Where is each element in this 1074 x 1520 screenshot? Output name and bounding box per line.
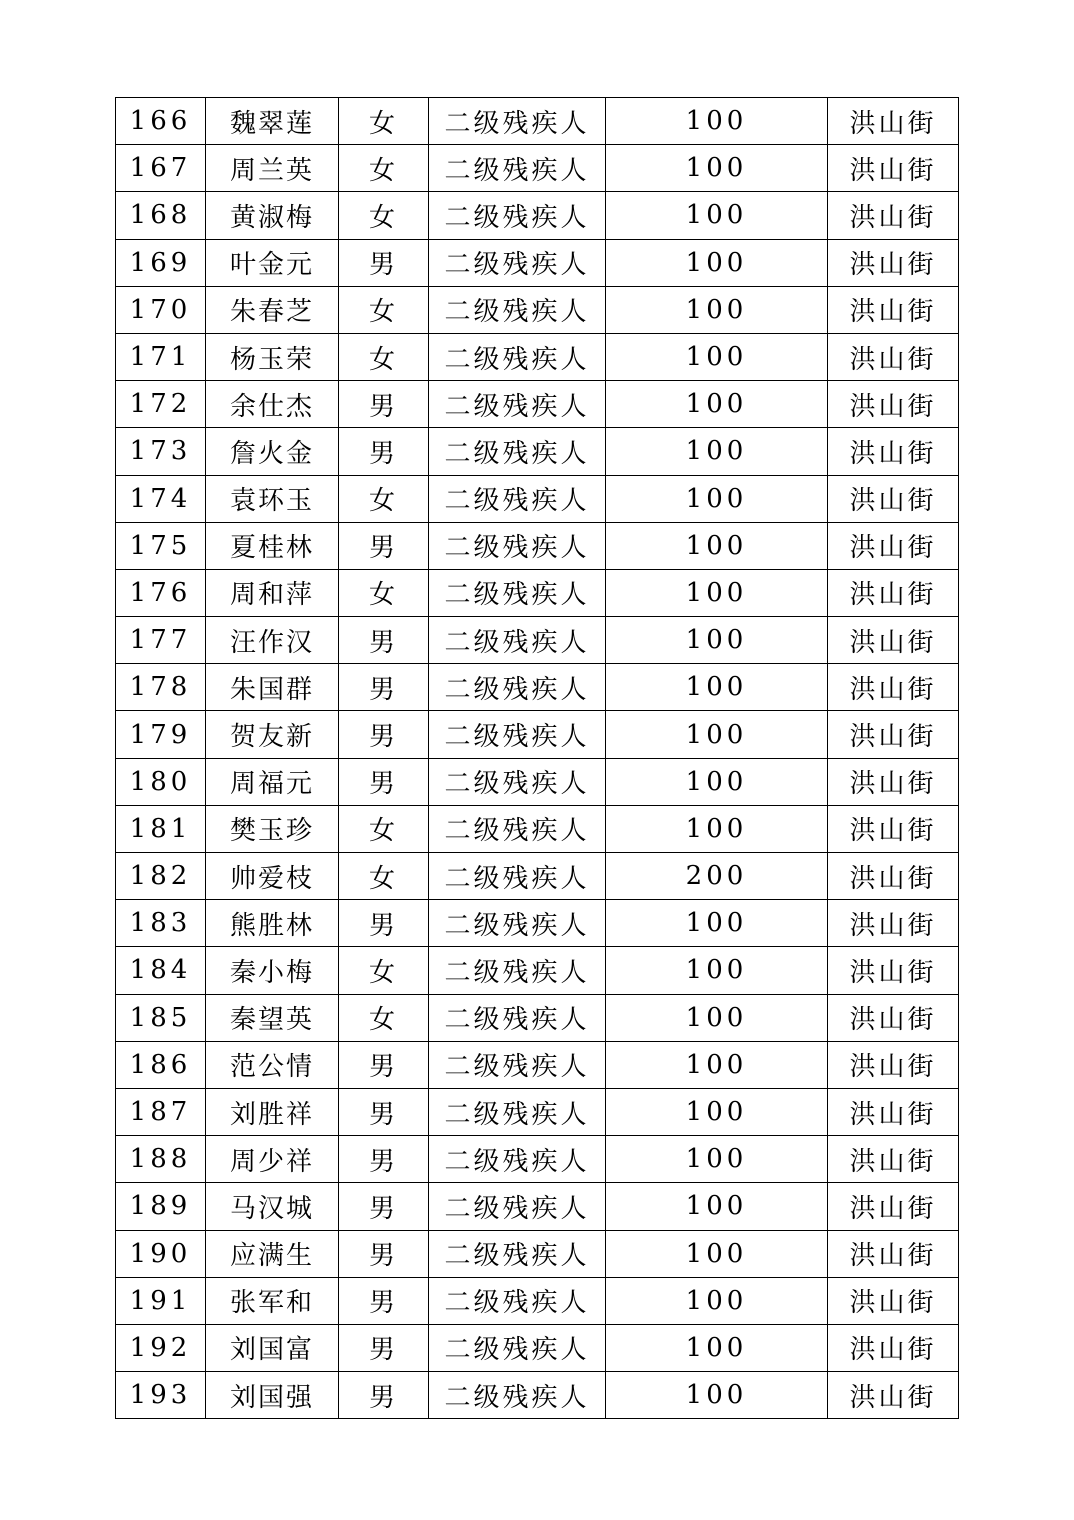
cell-amount: 100 bbox=[606, 98, 828, 145]
table-row bbox=[116, 145, 959, 192]
cell-number: 167 bbox=[116, 145, 206, 192]
table-row bbox=[116, 428, 959, 475]
cell-category: 二级残疾人 bbox=[429, 333, 606, 380]
cell-category: 二级残疾人 bbox=[429, 569, 606, 616]
cell-amount: 100 bbox=[606, 711, 828, 758]
cell-name: 汪作汉 bbox=[206, 617, 339, 664]
cell-category: 二级残疾人 bbox=[429, 522, 606, 569]
cell-area: 洪山街 bbox=[828, 758, 959, 805]
cell-number: 180 bbox=[116, 758, 206, 805]
cell-gender: 男 bbox=[339, 664, 429, 711]
cell-category: 二级残疾人 bbox=[429, 1324, 606, 1371]
table-row bbox=[116, 758, 959, 805]
cell-amount: 100 bbox=[606, 1372, 828, 1419]
cell-area: 洪山街 bbox=[828, 286, 959, 333]
cell-amount: 100 bbox=[606, 239, 828, 286]
cell-number: 192 bbox=[116, 1324, 206, 1371]
cell-gender: 男 bbox=[339, 711, 429, 758]
cell-area: 洪山街 bbox=[828, 569, 959, 616]
cell-area: 洪山街 bbox=[828, 1230, 959, 1277]
cell-name: 周和萍 bbox=[206, 569, 339, 616]
cell-amount: 100 bbox=[606, 1230, 828, 1277]
cell-name: 詹火金 bbox=[206, 428, 339, 475]
cell-number: 186 bbox=[116, 1041, 206, 1088]
cell-category: 二级残疾人 bbox=[429, 145, 606, 192]
cell-amount: 100 bbox=[606, 758, 828, 805]
cell-name: 马汉城 bbox=[206, 1183, 339, 1230]
cell-amount: 100 bbox=[606, 900, 828, 947]
cell-category: 二级残疾人 bbox=[429, 1230, 606, 1277]
cell-name: 贺友新 bbox=[206, 711, 339, 758]
cell-gender: 男 bbox=[339, 617, 429, 664]
cell-number: 191 bbox=[116, 1277, 206, 1324]
cell-gender: 男 bbox=[339, 1041, 429, 1088]
cell-number: 179 bbox=[116, 711, 206, 758]
cell-number: 189 bbox=[116, 1183, 206, 1230]
cell-gender: 女 bbox=[339, 145, 429, 192]
cell-name: 周兰英 bbox=[206, 145, 339, 192]
cell-number: 176 bbox=[116, 569, 206, 616]
table-row bbox=[116, 1324, 959, 1371]
cell-area: 洪山街 bbox=[828, 522, 959, 569]
cell-name: 刘国富 bbox=[206, 1324, 339, 1371]
cell-category: 二级残疾人 bbox=[429, 428, 606, 475]
cell-category: 二级残疾人 bbox=[429, 1041, 606, 1088]
cell-gender: 女 bbox=[339, 333, 429, 380]
cell-gender: 男 bbox=[339, 1277, 429, 1324]
table-row bbox=[116, 98, 959, 145]
table-row bbox=[116, 239, 959, 286]
cell-gender: 女 bbox=[339, 192, 429, 239]
cell-area: 洪山街 bbox=[828, 1088, 959, 1135]
cell-number: 173 bbox=[116, 428, 206, 475]
cell-area: 洪山街 bbox=[828, 145, 959, 192]
cell-amount: 100 bbox=[606, 1183, 828, 1230]
cell-name: 刘国强 bbox=[206, 1372, 339, 1419]
cell-area: 洪山街 bbox=[828, 805, 959, 852]
table-row bbox=[116, 994, 959, 1041]
cell-gender: 男 bbox=[339, 1230, 429, 1277]
table-row bbox=[116, 1230, 959, 1277]
cell-gender: 女 bbox=[339, 475, 429, 522]
table-row bbox=[116, 1041, 959, 1088]
cell-category: 二级残疾人 bbox=[429, 947, 606, 994]
cell-gender: 男 bbox=[339, 1088, 429, 1135]
cell-category: 二级残疾人 bbox=[429, 758, 606, 805]
cell-name: 樊玉珍 bbox=[206, 805, 339, 852]
cell-amount: 100 bbox=[606, 947, 828, 994]
cell-category: 二级残疾人 bbox=[429, 900, 606, 947]
table-row bbox=[116, 1372, 959, 1419]
cell-area: 洪山街 bbox=[828, 900, 959, 947]
cell-name: 周少祥 bbox=[206, 1136, 339, 1183]
cell-gender: 男 bbox=[339, 381, 429, 428]
cell-amount: 100 bbox=[606, 1277, 828, 1324]
cell-name: 张军和 bbox=[206, 1277, 339, 1324]
cell-category: 二级残疾人 bbox=[429, 239, 606, 286]
table-row bbox=[116, 1277, 959, 1324]
cell-number: 177 bbox=[116, 617, 206, 664]
cell-area: 洪山街 bbox=[828, 1324, 959, 1371]
cell-number: 174 bbox=[116, 475, 206, 522]
cell-area: 洪山街 bbox=[828, 1277, 959, 1324]
cell-name: 叶金元 bbox=[206, 239, 339, 286]
cell-amount: 100 bbox=[606, 381, 828, 428]
cell-category: 二级残疾人 bbox=[429, 1277, 606, 1324]
cell-number: 166 bbox=[116, 98, 206, 145]
recipient-table bbox=[115, 97, 959, 1419]
cell-area: 洪山街 bbox=[828, 475, 959, 522]
cell-number: 169 bbox=[116, 239, 206, 286]
cell-gender: 女 bbox=[339, 994, 429, 1041]
cell-category: 二级残疾人 bbox=[429, 1088, 606, 1135]
cell-category: 二级残疾人 bbox=[429, 286, 606, 333]
cell-area: 洪山街 bbox=[828, 381, 959, 428]
cell-category: 二级残疾人 bbox=[429, 711, 606, 758]
cell-gender: 女 bbox=[339, 98, 429, 145]
cell-category: 二级残疾人 bbox=[429, 1372, 606, 1419]
cell-name: 秦望英 bbox=[206, 994, 339, 1041]
table-row bbox=[116, 947, 959, 994]
cell-name: 熊胜林 bbox=[206, 900, 339, 947]
cell-name: 范公情 bbox=[206, 1041, 339, 1088]
cell-category: 二级残疾人 bbox=[429, 664, 606, 711]
cell-number: 187 bbox=[116, 1088, 206, 1135]
cell-name: 夏桂林 bbox=[206, 522, 339, 569]
cell-number: 193 bbox=[116, 1372, 206, 1419]
table-row bbox=[116, 522, 959, 569]
cell-amount: 100 bbox=[606, 145, 828, 192]
cell-number: 190 bbox=[116, 1230, 206, 1277]
cell-number: 170 bbox=[116, 286, 206, 333]
cell-category: 二级残疾人 bbox=[429, 1183, 606, 1230]
cell-area: 洪山街 bbox=[828, 664, 959, 711]
table-row bbox=[116, 286, 959, 333]
cell-amount: 100 bbox=[606, 1324, 828, 1371]
table-row bbox=[116, 475, 959, 522]
table-row bbox=[116, 569, 959, 616]
table-row bbox=[116, 711, 959, 758]
cell-name: 周福元 bbox=[206, 758, 339, 805]
cell-category: 二级残疾人 bbox=[429, 805, 606, 852]
cell-area: 洪山街 bbox=[828, 853, 959, 900]
cell-area: 洪山街 bbox=[828, 617, 959, 664]
cell-category: 二级残疾人 bbox=[429, 1136, 606, 1183]
cell-name: 余仕杰 bbox=[206, 381, 339, 428]
table-row bbox=[116, 664, 959, 711]
cell-gender: 男 bbox=[339, 1372, 429, 1419]
cell-amount: 200 bbox=[606, 853, 828, 900]
cell-amount: 100 bbox=[606, 1136, 828, 1183]
cell-area: 洪山街 bbox=[828, 1041, 959, 1088]
cell-number: 175 bbox=[116, 522, 206, 569]
cell-area: 洪山街 bbox=[828, 1183, 959, 1230]
cell-area: 洪山街 bbox=[828, 947, 959, 994]
cell-number: 182 bbox=[116, 853, 206, 900]
cell-area: 洪山街 bbox=[828, 192, 959, 239]
cell-name: 魏翠莲 bbox=[206, 98, 339, 145]
cell-amount: 100 bbox=[606, 333, 828, 380]
cell-amount: 100 bbox=[606, 664, 828, 711]
cell-name: 帅爱枝 bbox=[206, 853, 339, 900]
cell-area: 洪山街 bbox=[828, 333, 959, 380]
cell-gender: 女 bbox=[339, 805, 429, 852]
cell-number: 185 bbox=[116, 994, 206, 1041]
cell-name: 刘胜祥 bbox=[206, 1088, 339, 1135]
cell-name: 应满生 bbox=[206, 1230, 339, 1277]
cell-gender: 女 bbox=[339, 853, 429, 900]
cell-name: 秦小梅 bbox=[206, 947, 339, 994]
cell-area: 洪山街 bbox=[828, 994, 959, 1041]
cell-amount: 100 bbox=[606, 286, 828, 333]
table-row bbox=[116, 1088, 959, 1135]
cell-gender: 男 bbox=[339, 1136, 429, 1183]
cell-gender: 男 bbox=[339, 522, 429, 569]
cell-area: 洪山街 bbox=[828, 711, 959, 758]
cell-number: 184 bbox=[116, 947, 206, 994]
cell-amount: 100 bbox=[606, 617, 828, 664]
cell-name: 朱国群 bbox=[206, 664, 339, 711]
table-row bbox=[116, 805, 959, 852]
cell-category: 二级残疾人 bbox=[429, 994, 606, 1041]
cell-number: 183 bbox=[116, 900, 206, 947]
cell-number: 188 bbox=[116, 1136, 206, 1183]
cell-category: 二级残疾人 bbox=[429, 381, 606, 428]
cell-gender: 女 bbox=[339, 947, 429, 994]
table-body bbox=[116, 98, 959, 1419]
cell-category: 二级残疾人 bbox=[429, 853, 606, 900]
cell-gender: 男 bbox=[339, 1324, 429, 1371]
cell-name: 朱春芝 bbox=[206, 286, 339, 333]
table-row bbox=[116, 333, 959, 380]
cell-area: 洪山街 bbox=[828, 1372, 959, 1419]
cell-number: 172 bbox=[116, 381, 206, 428]
cell-category: 二级残疾人 bbox=[429, 475, 606, 522]
cell-name: 杨玉荣 bbox=[206, 333, 339, 380]
table-row bbox=[116, 1136, 959, 1183]
cell-number: 178 bbox=[116, 664, 206, 711]
cell-number: 181 bbox=[116, 805, 206, 852]
cell-amount: 100 bbox=[606, 1088, 828, 1135]
cell-number: 171 bbox=[116, 333, 206, 380]
cell-amount: 100 bbox=[606, 805, 828, 852]
cell-gender: 男 bbox=[339, 239, 429, 286]
cell-gender: 女 bbox=[339, 569, 429, 616]
table-row bbox=[116, 853, 959, 900]
cell-gender: 女 bbox=[339, 286, 429, 333]
cell-name: 黄淑梅 bbox=[206, 192, 339, 239]
cell-area: 洪山街 bbox=[828, 1136, 959, 1183]
cell-gender: 男 bbox=[339, 1183, 429, 1230]
cell-area: 洪山街 bbox=[828, 428, 959, 475]
cell-amount: 100 bbox=[606, 428, 828, 475]
cell-number: 168 bbox=[116, 192, 206, 239]
cell-gender: 男 bbox=[339, 428, 429, 475]
table-row bbox=[116, 1183, 959, 1230]
cell-amount: 100 bbox=[606, 192, 828, 239]
cell-amount: 100 bbox=[606, 994, 828, 1041]
cell-amount: 100 bbox=[606, 522, 828, 569]
table-row bbox=[116, 381, 959, 428]
cell-name: 袁环玉 bbox=[206, 475, 339, 522]
cell-area: 洪山街 bbox=[828, 239, 959, 286]
cell-amount: 100 bbox=[606, 475, 828, 522]
cell-gender: 男 bbox=[339, 758, 429, 805]
cell-category: 二级残疾人 bbox=[429, 98, 606, 145]
cell-category: 二级残疾人 bbox=[429, 617, 606, 664]
cell-gender: 男 bbox=[339, 900, 429, 947]
cell-amount: 100 bbox=[606, 569, 828, 616]
table-row bbox=[116, 192, 959, 239]
table-row bbox=[116, 617, 959, 664]
cell-area: 洪山街 bbox=[828, 98, 959, 145]
cell-category: 二级残疾人 bbox=[429, 192, 606, 239]
cell-amount: 100 bbox=[606, 1041, 828, 1088]
table-row bbox=[116, 900, 959, 947]
